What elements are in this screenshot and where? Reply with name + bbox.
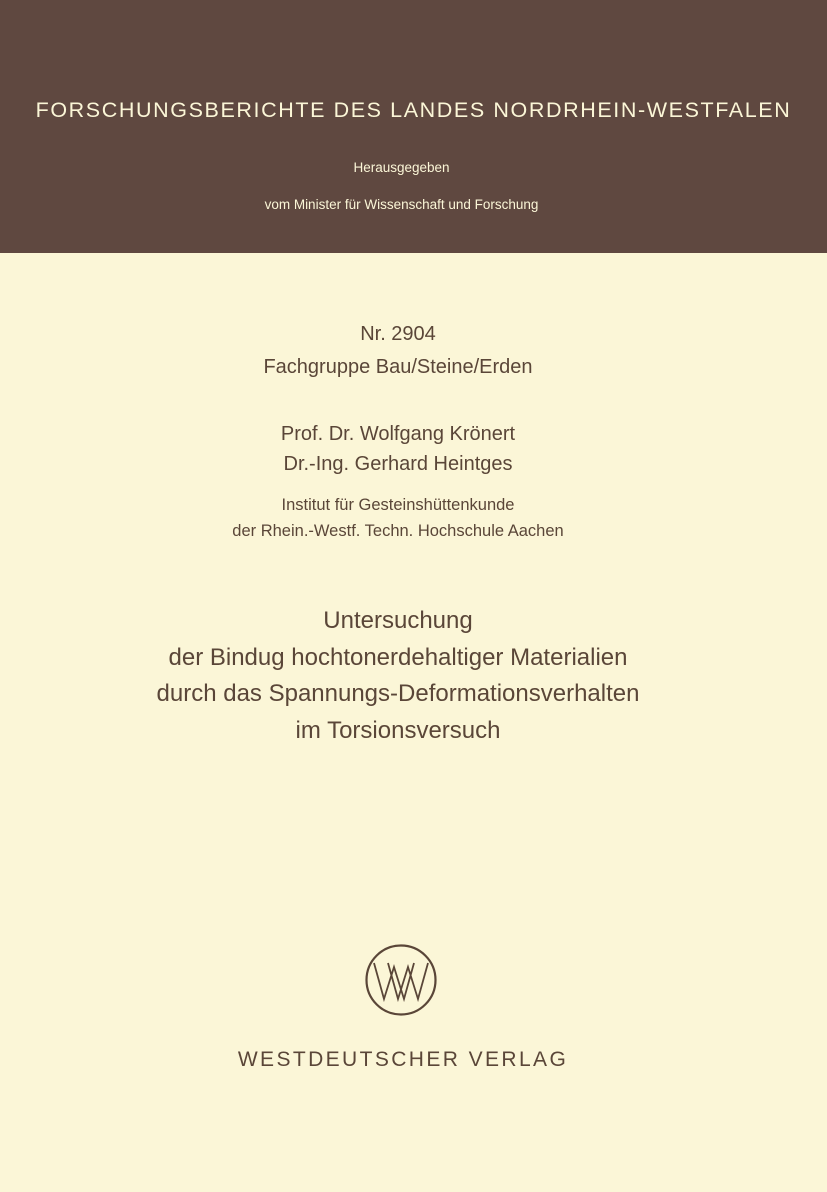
title-line-3: durch das Spannungs-Deformationsverhalten xyxy=(156,680,640,707)
ministry-line: vom Minister für Wissenschaft und Forschung xyxy=(264,197,539,212)
published-by-label: Herausgegeben xyxy=(353,160,450,175)
institute-line-2: der Rhein.-Westf. Techn. Hochschule Aachen xyxy=(232,522,564,540)
report-number: Nr. 2904 xyxy=(360,323,436,345)
title-line-2: der Bindug hochtonerdehaltiger Materialien xyxy=(168,643,628,671)
author-2: Dr.-Ing. Gerhard Heintges xyxy=(283,453,513,475)
series-header-band xyxy=(0,0,827,253)
book-title xyxy=(0,603,796,749)
subject-group: Fachgruppe Bau/Steine/Erden xyxy=(263,356,533,378)
institute-line-1: Institut für Gesteinshüttenkunde xyxy=(281,496,515,514)
author-1: Prof. Dr. Wolfgang Krönert xyxy=(280,423,516,445)
publisher-name: WESTDEUTSCHER VERLAG xyxy=(237,1048,569,1071)
series-title: FORSCHUNGSBERICHTE DES LANDES NORDRHEIN-WESTFALEN xyxy=(35,98,792,122)
title-line-4: im Torsionsversuch xyxy=(295,716,501,744)
title-line-1: Untersuchung xyxy=(323,607,473,634)
westdeutscher-verlag-logo-icon xyxy=(364,943,438,1017)
